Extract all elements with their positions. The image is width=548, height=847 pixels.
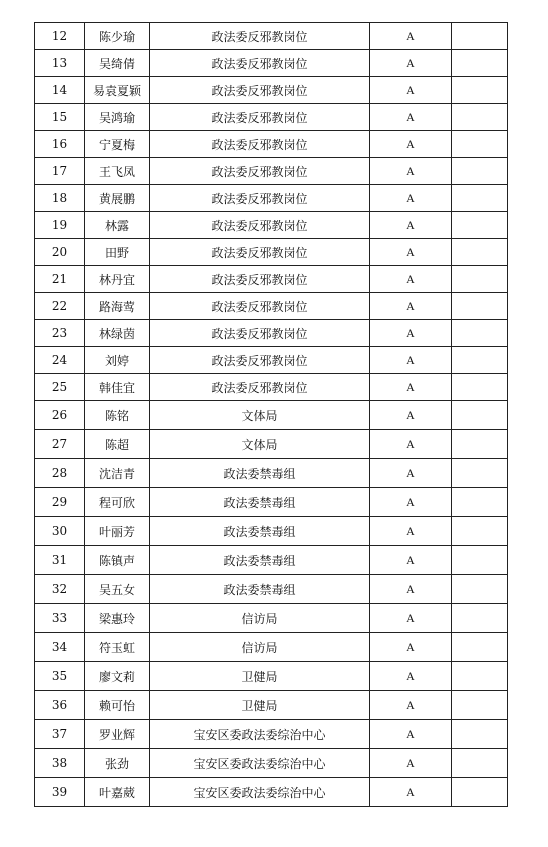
note-cell bbox=[452, 662, 508, 691]
note-cell bbox=[452, 517, 508, 546]
row-number-cell: 34 bbox=[35, 633, 85, 662]
row-number-cell: 31 bbox=[35, 546, 85, 575]
results-table-container bbox=[34, 22, 508, 807]
row-number-cell: 12 bbox=[35, 23, 85, 50]
person-name-cell: 易袁夏颖 bbox=[85, 77, 150, 104]
note-cell bbox=[452, 185, 508, 212]
unit-name-cell: 卫健局 bbox=[150, 662, 370, 691]
table-row bbox=[35, 546, 508, 575]
table-row bbox=[35, 401, 508, 430]
grade-cell: A bbox=[370, 239, 452, 266]
person-name-cell: 王飞凤 bbox=[85, 158, 150, 185]
row-number-cell: 18 bbox=[35, 185, 85, 212]
note-cell bbox=[452, 77, 508, 104]
row-number-cell: 35 bbox=[35, 662, 85, 691]
person-name-cell: 田野 bbox=[85, 239, 150, 266]
table-row bbox=[35, 430, 508, 459]
unit-name-cell: 政法委反邪教岗位 bbox=[150, 158, 370, 185]
unit-name-cell: 政法委反邪教岗位 bbox=[150, 266, 370, 293]
person-name-cell: 沈洁青 bbox=[85, 459, 150, 488]
note-cell bbox=[452, 604, 508, 633]
note-cell bbox=[452, 23, 508, 50]
unit-name-cell: 政法委反邪教岗位 bbox=[150, 239, 370, 266]
grade-cell: A bbox=[370, 778, 452, 807]
row-number-cell: 33 bbox=[35, 604, 85, 633]
unit-name-cell: 宝安区委政法委综治中心 bbox=[150, 720, 370, 749]
grade-cell: A bbox=[370, 77, 452, 104]
table-row bbox=[35, 488, 508, 517]
row-number-cell: 37 bbox=[35, 720, 85, 749]
unit-name-cell: 政法委禁毒组 bbox=[150, 575, 370, 604]
note-cell bbox=[452, 347, 508, 374]
note-cell bbox=[452, 546, 508, 575]
table-row bbox=[35, 266, 508, 293]
note-cell bbox=[452, 131, 508, 158]
person-name-cell: 张劲 bbox=[85, 749, 150, 778]
person-name-cell: 叶嘉葳 bbox=[85, 778, 150, 807]
table-row bbox=[35, 212, 508, 239]
row-number-cell: 39 bbox=[35, 778, 85, 807]
unit-name-cell: 政法委反邪教岗位 bbox=[150, 347, 370, 374]
note-cell bbox=[452, 575, 508, 604]
table-row bbox=[35, 720, 508, 749]
table-row bbox=[35, 293, 508, 320]
unit-name-cell: 信访局 bbox=[150, 633, 370, 662]
grade-cell: A bbox=[370, 691, 452, 720]
grade-cell: A bbox=[370, 575, 452, 604]
note-cell bbox=[452, 633, 508, 662]
row-number-cell: 17 bbox=[35, 158, 85, 185]
table-row bbox=[35, 662, 508, 691]
results-table-body bbox=[35, 23, 508, 807]
person-name-cell: 赖可怡 bbox=[85, 691, 150, 720]
row-number-cell: 32 bbox=[35, 575, 85, 604]
person-name-cell: 陈少瑜 bbox=[85, 23, 150, 50]
table-row bbox=[35, 575, 508, 604]
unit-name-cell: 政法委反邪教岗位 bbox=[150, 212, 370, 239]
grade-cell: A bbox=[370, 401, 452, 430]
note-cell bbox=[452, 239, 508, 266]
unit-name-cell: 政法委反邪教岗位 bbox=[150, 320, 370, 347]
unit-name-cell: 宝安区委政法委综治中心 bbox=[150, 749, 370, 778]
grade-cell: A bbox=[370, 720, 452, 749]
row-number-cell: 27 bbox=[35, 430, 85, 459]
table-row bbox=[35, 131, 508, 158]
grade-cell: A bbox=[370, 749, 452, 778]
grade-cell: A bbox=[370, 517, 452, 546]
note-cell bbox=[452, 158, 508, 185]
person-name-cell: 罗业辉 bbox=[85, 720, 150, 749]
note-cell bbox=[452, 778, 508, 807]
unit-name-cell: 政法委禁毒组 bbox=[150, 517, 370, 546]
grade-cell: A bbox=[370, 293, 452, 320]
note-cell bbox=[452, 374, 508, 401]
unit-name-cell: 文体局 bbox=[150, 401, 370, 430]
person-name-cell: 陈超 bbox=[85, 430, 150, 459]
row-number-cell: 29 bbox=[35, 488, 85, 517]
table-row bbox=[35, 347, 508, 374]
row-number-cell: 25 bbox=[35, 374, 85, 401]
table-row bbox=[35, 104, 508, 131]
table-row bbox=[35, 158, 508, 185]
unit-name-cell: 信访局 bbox=[150, 604, 370, 633]
row-number-cell: 36 bbox=[35, 691, 85, 720]
unit-name-cell: 政法委反邪教岗位 bbox=[150, 23, 370, 50]
table-row bbox=[35, 320, 508, 347]
row-number-cell: 28 bbox=[35, 459, 85, 488]
unit-name-cell: 政法委反邪教岗位 bbox=[150, 50, 370, 77]
person-name-cell: 吴鸿瑜 bbox=[85, 104, 150, 131]
note-cell bbox=[452, 459, 508, 488]
person-name-cell: 路海莺 bbox=[85, 293, 150, 320]
table-row bbox=[35, 77, 508, 104]
row-number-cell: 13 bbox=[35, 50, 85, 77]
row-number-cell: 23 bbox=[35, 320, 85, 347]
table-row bbox=[35, 374, 508, 401]
person-name-cell: 林绿茵 bbox=[85, 320, 150, 347]
grade-cell: A bbox=[370, 131, 452, 158]
note-cell bbox=[452, 293, 508, 320]
note-cell bbox=[452, 50, 508, 77]
row-number-cell: 14 bbox=[35, 77, 85, 104]
note-cell bbox=[452, 749, 508, 778]
person-name-cell: 吴五女 bbox=[85, 575, 150, 604]
table-row bbox=[35, 749, 508, 778]
table-row bbox=[35, 185, 508, 212]
note-cell bbox=[452, 320, 508, 347]
note-cell bbox=[452, 401, 508, 430]
row-number-cell: 26 bbox=[35, 401, 85, 430]
grade-cell: A bbox=[370, 546, 452, 575]
row-number-cell: 15 bbox=[35, 104, 85, 131]
grade-cell: A bbox=[370, 633, 452, 662]
row-number-cell: 16 bbox=[35, 131, 85, 158]
grade-cell: A bbox=[370, 320, 452, 347]
person-name-cell: 梁惠玲 bbox=[85, 604, 150, 633]
person-name-cell: 韩佳宜 bbox=[85, 374, 150, 401]
grade-cell: A bbox=[370, 212, 452, 239]
note-cell bbox=[452, 488, 508, 517]
unit-name-cell: 政法委反邪教岗位 bbox=[150, 374, 370, 401]
person-name-cell: 叶丽芳 bbox=[85, 517, 150, 546]
unit-name-cell: 政法委反邪教岗位 bbox=[150, 104, 370, 131]
person-name-cell: 程可欣 bbox=[85, 488, 150, 517]
unit-name-cell: 文体局 bbox=[150, 430, 370, 459]
grade-cell: A bbox=[370, 459, 452, 488]
unit-name-cell: 宝安区委政法委综治中心 bbox=[150, 778, 370, 807]
grade-cell: A bbox=[370, 185, 452, 212]
row-number-cell: 19 bbox=[35, 212, 85, 239]
unit-name-cell: 政法委反邪教岗位 bbox=[150, 131, 370, 158]
grade-cell: A bbox=[370, 347, 452, 374]
grade-cell: A bbox=[370, 266, 452, 293]
table-row bbox=[35, 50, 508, 77]
person-name-cell: 符玉虹 bbox=[85, 633, 150, 662]
row-number-cell: 24 bbox=[35, 347, 85, 374]
person-name-cell: 刘婷 bbox=[85, 347, 150, 374]
row-number-cell: 30 bbox=[35, 517, 85, 546]
note-cell bbox=[452, 720, 508, 749]
note-cell bbox=[452, 691, 508, 720]
person-name-cell: 黄展鹏 bbox=[85, 185, 150, 212]
table-row bbox=[35, 239, 508, 266]
table-row bbox=[35, 691, 508, 720]
row-number-cell: 38 bbox=[35, 749, 85, 778]
results-table bbox=[34, 22, 508, 807]
note-cell bbox=[452, 430, 508, 459]
person-name-cell: 陈铭 bbox=[85, 401, 150, 430]
grade-cell: A bbox=[370, 430, 452, 459]
row-number-cell: 20 bbox=[35, 239, 85, 266]
grade-cell: A bbox=[370, 158, 452, 185]
unit-name-cell: 政法委禁毒组 bbox=[150, 459, 370, 488]
grade-cell: A bbox=[370, 23, 452, 50]
unit-name-cell: 政法委反邪教岗位 bbox=[150, 293, 370, 320]
unit-name-cell: 政法委反邪教岗位 bbox=[150, 185, 370, 212]
person-name-cell: 廖文莉 bbox=[85, 662, 150, 691]
note-cell bbox=[452, 266, 508, 293]
grade-cell: A bbox=[370, 662, 452, 691]
person-name-cell: 宁夏梅 bbox=[85, 131, 150, 158]
grade-cell: A bbox=[370, 604, 452, 633]
table-row bbox=[35, 778, 508, 807]
table-row bbox=[35, 604, 508, 633]
row-number-cell: 21 bbox=[35, 266, 85, 293]
table-row bbox=[35, 459, 508, 488]
table-row bbox=[35, 517, 508, 546]
unit-name-cell: 卫健局 bbox=[150, 691, 370, 720]
unit-name-cell: 政法委禁毒组 bbox=[150, 546, 370, 575]
unit-name-cell: 政法委禁毒组 bbox=[150, 488, 370, 517]
person-name-cell: 吴绮倩 bbox=[85, 50, 150, 77]
table-row bbox=[35, 633, 508, 662]
grade-cell: A bbox=[370, 374, 452, 401]
person-name-cell: 林丹宜 bbox=[85, 266, 150, 293]
row-number-cell: 22 bbox=[35, 293, 85, 320]
person-name-cell: 林露 bbox=[85, 212, 150, 239]
grade-cell: A bbox=[370, 488, 452, 517]
grade-cell: A bbox=[370, 50, 452, 77]
unit-name-cell: 政法委反邪教岗位 bbox=[150, 77, 370, 104]
person-name-cell: 陈镇声 bbox=[85, 546, 150, 575]
note-cell bbox=[452, 104, 508, 131]
table-row bbox=[35, 23, 508, 50]
note-cell bbox=[452, 212, 508, 239]
grade-cell: A bbox=[370, 104, 452, 131]
